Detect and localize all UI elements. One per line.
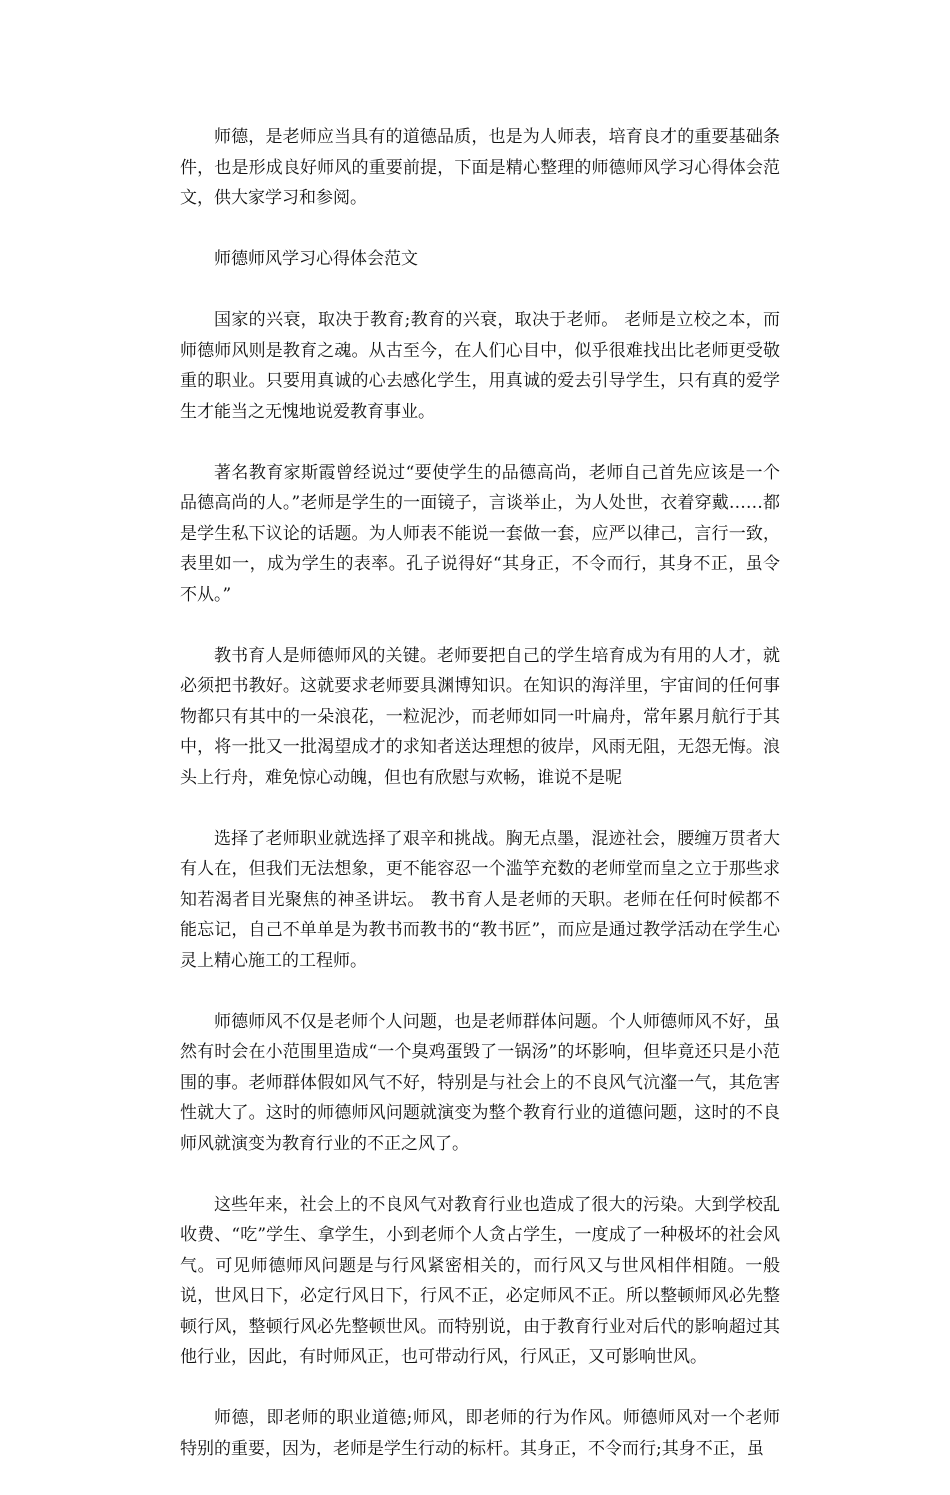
intro-paragraph: 师德，是老师应当具有的道德品质，也是为人师表，培育良才的重要基础条件，也是形成良好师风的重要前提，下面是精心整理的师德师风学习心得体会范文，供大家学习和参阅。 (180, 127, 780, 208)
document-title: 师德师风学习心得体会范文 (214, 249, 418, 269)
body-paragraph: 国家的兴衰，取决于教育;教育的兴衰，取决于老师。 老师是立校之本，而师德师风则是教育之魂。从古至今，在人们心目中，似乎很难找出比老师更受敬重的职业。只要用真诚的心去感化学生，用真诚的爱去引导学生，只有真的爱学生才能当之无愧地说爱教育事业。 (180, 310, 780, 422)
body-paragraph: 师德，即老师的职业道德;师风，即老师的行为作风。师德师风对一个老师特别的重要，因为，老师是学生行动的标杆。其身正，不令而行;其身不正，虽 (180, 1408, 780, 1459)
document-page (180, 122, 780, 1495)
body-paragraph: 师德师风不仅是老师个人问题，也是老师群体问题。个人师德师风不好，虽然有时会在小范围里造成“一个臭鸡蛋毁了一锅汤”的坏影响，但毕竟还只是小范围的事。老师群体假如风气不好，特别是与社会上的不良风气沆瀣一气，其危害性就大了。这时的师德师风问题就演变为整个教育行业的道德问题，这时的不良师风就演变为教育行业的不正之风了。 (180, 1011, 780, 1154)
body-paragraph: 这些年来，社会上的不良风气对教育行业也造成了很大的污染。大到学校乱收费、“吃”学生、拿学生，小到老师个人贪占学生，一度成了一种极坏的社会风气。可见师德师风问题是与行风紧密相关的，而行风又与世风相伴相随。一般说，世风日下，必定行风日下，行风不正，必定师风不正。所以整顿师风必先整顿行风，整顿行风必先整顿世风。而特别说，由于教育行业对后代的影响超过其他行业，因此，有时师风正，也可带动行风，行风正，又可影响世风。 (180, 1194, 780, 1367)
body-paragraph: 著名教育家斯霞曾经说过“要使学生的品德高尚，老师自己首先应该是一个品德高尚的人。”老师是学生的一面镜子，言谈举止，为人处世，衣着穿戴……都是学生私下议论的话题。为人师表不能说一套做一套，应严以律己，言行一致，表里如一，成为学生的表率。孔子说得好“其身正，不令而行，其身不正，虽令不从。” (180, 462, 780, 605)
body-paragraph: 教书育人是师德师风的关键。老师要把自己的学生培育成为有用的人才，就必须把书教好。这就要求老师要具渊博知识。在知识的海洋里，宇宙间的任何事物都只有其中的一朵浪花，一粒泥沙，而老师如同一叶扁舟，常年累月航行于其中，将一批又一批渴望成才的求知者送达理想的彼岸，风雨无阻，无怨无悔。浪头上行舟，难免惊心动魄，但也有欣慰与欢畅，谁说不是呢 (180, 645, 780, 788)
body-paragraph: 选择了老师职业就选择了艰辛和挑战。胸无点墨，混迹社会，腰缠万贯者大有人在，但我们无法想象，更不能容忍一个滥竽充数的老师堂而皇之立于那些求知若渴者目光聚焦的神圣讲坛。 教书育人是老师的天职。老师在任何时候都不能忘记，自己不单单是为教书而教书的“教书匠”，而应是通过教学活动在学生心灵上精心施工的工程师。 (180, 828, 780, 971)
